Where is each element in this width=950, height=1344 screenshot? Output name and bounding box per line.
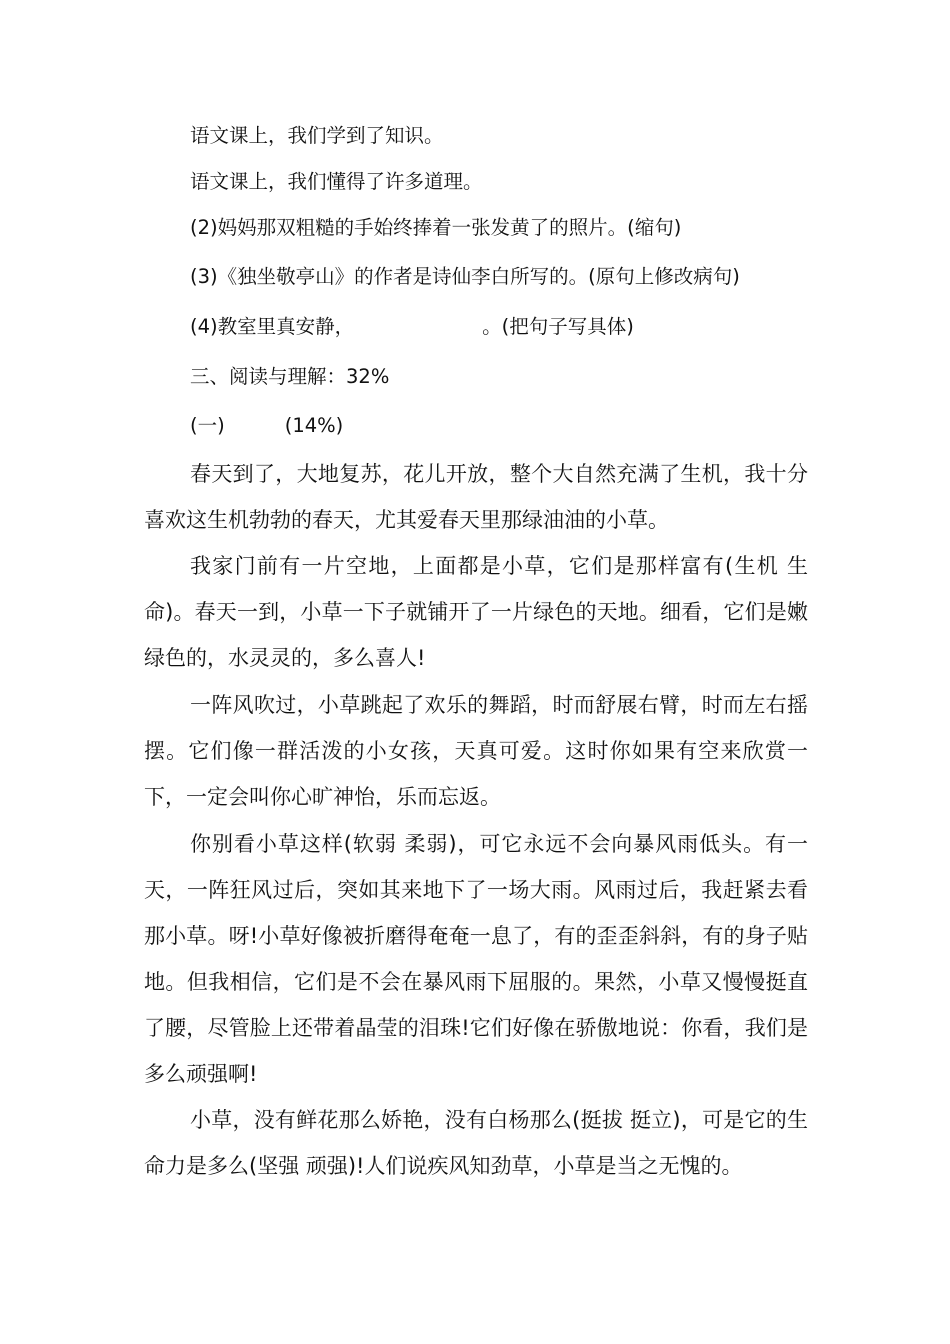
passage-paragraph-2: 我家门前有一片空地，上面都是小草，它们是那样富有(生机 生命)。春天一到，小草一下子就铺开了一片绿色的天地。细看，它们是嫩绿色的，水灵灵的，多么喜人!: [144, 554, 808, 670]
passage-paragraph-5: 小草，没有鲜花那么娇艳，没有白杨那么(挺拔 挺立)，可是它的生命力是多么(坚强 顽强)!人们说疾风知劲草，小草是当之无愧的。: [144, 1108, 808, 1178]
section-3-heading: 三、阅读与理解：32%: [190, 365, 390, 388]
question-2-shorten: (2)妈妈那双粗糙的手始终捧着一张发黄了的照片。(缩句): [190, 216, 682, 239]
passage-paragraph-4: 你别看小草这样(软弱 柔弱)，可它永远不会向暴风雨低头。有一天，一阵狂风过后，突如其来地下了一场大雨。风雨过后，我赶紧去看那小草。呀!小草好像被折磨得奄奄一息了，有的歪歪斜斜，有的身子贴地。但我相信，它们是不会在暴风雨下屈服的。果然，小草又慢慢挺直了腰，尽管脸上还带着晶莹的泪珠!它们好像在骄傲地说：你看，我们是多么顽强啊!: [144, 832, 808, 1086]
passage-paragraph-3: 一阵风吹过，小草跳起了欢乐的舞蹈，时而舒展右臂，时而左右摇摆。它们像一群活泼的小女孩，天真可爱。这时你如果有空来欣赏一下，一定会叫你心旷神怡，乐而忘返。: [144, 693, 808, 809]
question-3-fix-sentence: (3)《独坐敬亭山》的作者是诗仙李白所写的。(原句上修改病句): [190, 265, 740, 288]
question-4-end: 。(把句子写具体): [482, 315, 634, 338]
question-4-expand: [190, 313, 634, 341]
passage-paragraph-1: 春天到了，大地复苏，花儿开放，整个大自然充满了生机，我十分喜欢这生机勃勃的春天，尤其爱春天里那绿油油的小草。: [144, 462, 808, 532]
part-1-heading: [190, 412, 343, 440]
part-1-score: (14%): [284, 414, 344, 437]
question-4-start: (4)教室里真安静，: [190, 315, 355, 338]
line-learned-principles: 语文课上，我们懂得了许多道理。: [190, 170, 483, 193]
part-1-label: (一): [190, 414, 225, 437]
line-learned-knowledge: 语文课上，我们学到了知识。: [190, 124, 444, 147]
